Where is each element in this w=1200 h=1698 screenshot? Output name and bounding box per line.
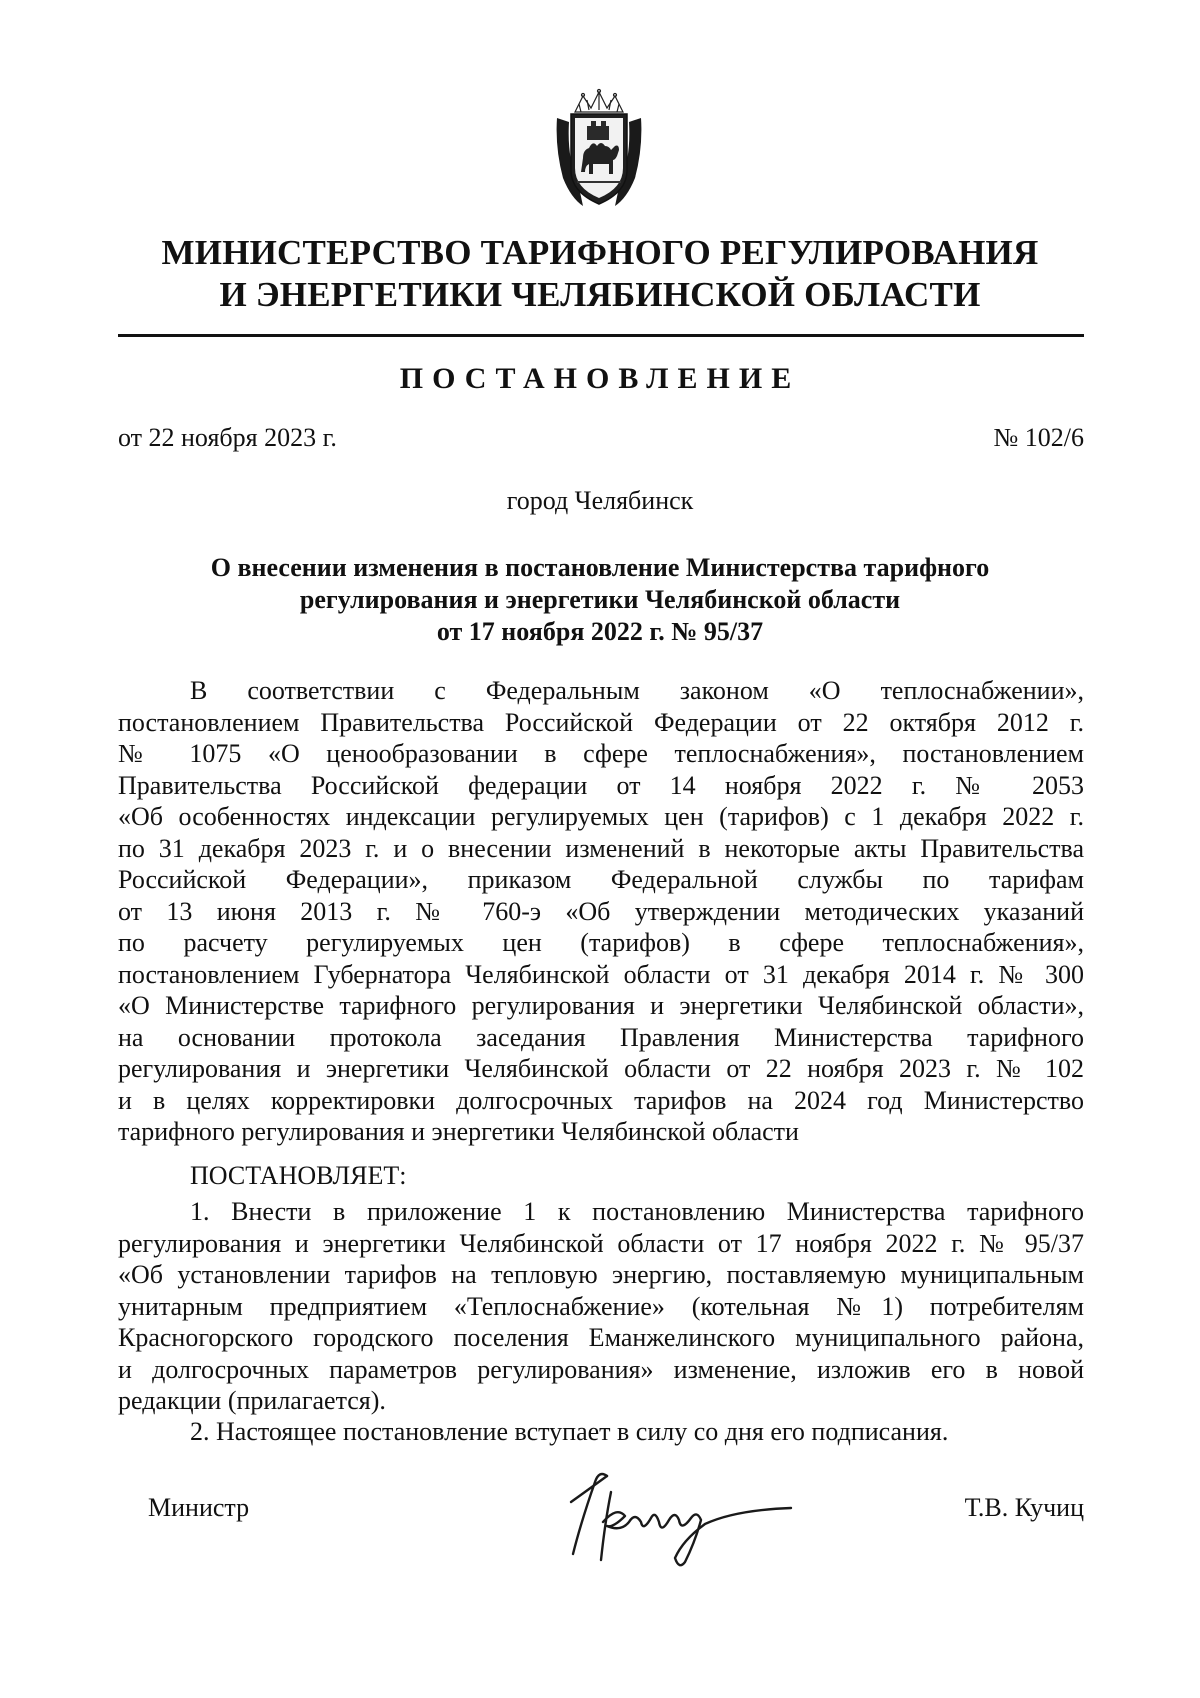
preamble-line: «О Министерстве тарифного регулирования и энергетики Челябинской области», [118,991,1084,1020]
document-city: город Челябинск [506,486,694,515]
handwritten-signature [555,1462,805,1572]
header-divider [118,334,1084,337]
point-1-line: редакции (прилагается). [118,1386,386,1415]
preamble-line: Правительства Российской федерации от 14 ноября 2022 г. № 2053 [118,770,1084,800]
preamble-line: постановлением Губернатора Челябинской области от 31 декабря 2014 г. № 300 [118,959,1084,989]
document-subject [150,552,1050,648]
ministry-title-line-2: И ЭНЕРГЕТИКИ ЧЕЛЯБИНСКОЙ ОБЛАСТИ [219,275,981,314]
point-1-paragraph [118,1196,1084,1417]
point-1-line: регулирования и энергетики Челябинской области от 17 ноября 2022 г. № 95/37 [118,1228,1084,1258]
document-type: ПОСТАНОВЛЕНИЕ [399,362,801,395]
subject-line: регулирования и энергетики Челябинской области [299,585,901,614]
ministry-title-line-1: МИНИСТЕРСТВО ТАРИФНОГО РЕГУЛИРОВАНИЯ [161,233,1039,272]
preamble-line: от 13 июня 2013 г. № 760-э «Об утверждении методических указаний [118,896,1084,926]
preamble-line: регулирования и энергетики Челябинской области от 22 ноября 2023 г. № 102 [118,1054,1084,1083]
point-1-line: Красногорского городского поселения Еманжелинского муниципального района, [118,1323,1084,1352]
preamble-line: по 31 декабря 2023 г. и о внесении изменений в некоторые акты Правительства [118,833,1084,863]
preamble-line: по расчету регулируемых цен (тарифов) в сфере теплоснабжения», [118,928,1084,957]
preamble-line: «Об особенностях индексации регулируемых цен (тарифов) с 1 декабря 2022 г. [118,802,1084,831]
decree-word: ПОСТАНОВЛЯЕТ: [190,1161,407,1190]
point-1-line: унитарным предприятием «Теплоснабжение» (котельная №1) потребителям [118,1291,1084,1321]
document-number: № 102/6 [993,423,1084,452]
subject-line: от 17 ноября 2022 г. № 95/37 [436,617,764,646]
preamble-line: постановлением Правительства Российской Федерации от 22 октября 2012 г. [118,707,1084,737]
subject-line: О внесении изменения в постановление Министерства тарифного [210,553,990,582]
signatory-position: Министр [148,1493,250,1522]
preamble-line: тарифного регулирования и энергетики Челябинской области [118,1117,799,1146]
coat-of-arms-icon [553,88,645,210]
point-1-line: и долгосрочных параметров регулирования» изменение, изложив его в новой [118,1354,1084,1384]
preamble-line: В соответствии с Федеральным законом «О теплоснабжении», [190,676,1084,705]
signatory-name: Т.В. Кучиц [964,1493,1084,1522]
preamble-line: на основании протокола заседания Правления Министерства тарифного [118,1022,1084,1052]
document-date: от 22 ноября 2023 г. [118,423,337,452]
ministry-title [110,232,1090,316]
preamble-paragraph [118,675,1084,1148]
preamble-line: и в целях корректировки долгосрочных тарифов на 2024 год Министерство [118,1085,1084,1115]
point-1-line: 1. Внести в приложение 1 к постановлению Министерства тарифного [190,1197,1084,1226]
preamble-line: Российской Федерации», приказом Федеральной службы по тарифам [118,865,1084,894]
point-2-paragraph: 2. Настоящее постановление вступает в силу со дня его подписания. [190,1417,949,1446]
preamble-line: № 1075 «О ценообразовании в сфере теплоснабжения», постановлением [118,739,1084,768]
point-1-line: «Об установлении тарифов на тепловую энергию, поставляемую муниципальным [118,1260,1084,1289]
